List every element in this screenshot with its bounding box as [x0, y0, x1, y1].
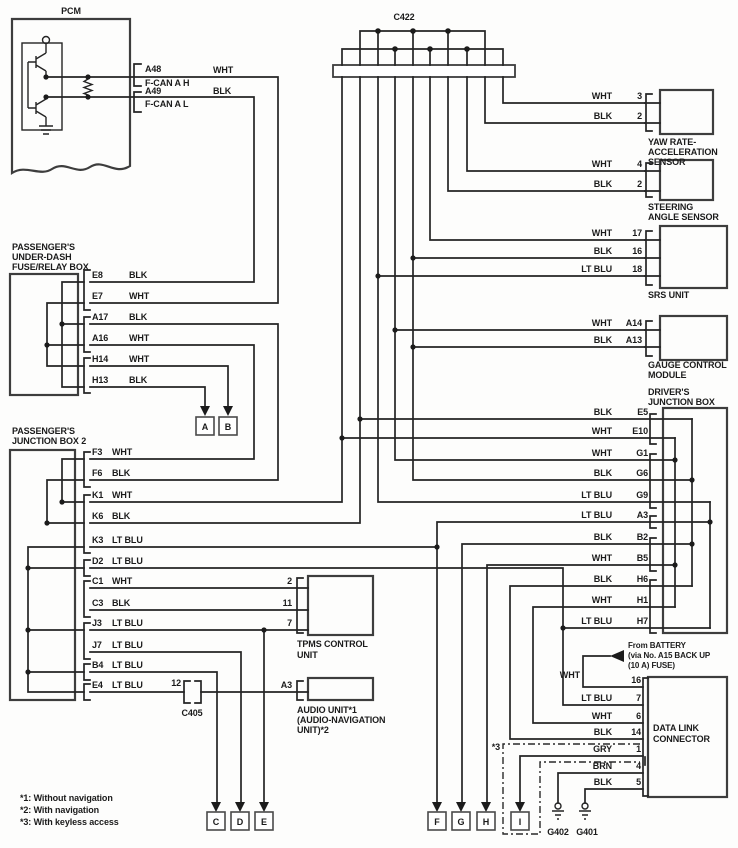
pin-label: E4 [92, 680, 103, 690]
yaw-title: ACCELERATION [648, 147, 718, 157]
gauge-title: MODULE [648, 370, 687, 380]
fuse-relay-box [10, 274, 78, 395]
pin-label: A3 [636, 510, 648, 520]
footnote-3: *3: With keyless access [20, 817, 119, 827]
pin-label: 18 [632, 264, 642, 274]
pin-label: E5 [637, 407, 648, 417]
pin-label: 5 [636, 777, 641, 787]
arrow-down-icon [223, 406, 233, 416]
pin-label: 2 [287, 576, 292, 586]
connector-d-label: D [236, 817, 244, 827]
pin-label: H13 [92, 375, 109, 385]
wire-color: GRY [593, 744, 612, 754]
wire-color: WHT [591, 228, 612, 238]
footnote-1: *1: Without navigation [20, 793, 113, 803]
connector-g-label: G [457, 817, 465, 827]
wire-color: BLK [129, 270, 148, 280]
arrow-down-icon [456, 802, 466, 812]
c405-pin: 12 [171, 678, 181, 688]
pin-label: 3 [637, 91, 642, 101]
pin-label: B5 [636, 553, 648, 563]
pin-label: C1 [92, 576, 104, 586]
wire-color: WHT [591, 711, 612, 721]
yaw-title: SENSOR [648, 157, 686, 167]
wire-color: BLK [112, 468, 131, 478]
audio-title: UNIT)*2 [297, 725, 329, 735]
pcm-pin-a49: A49 [145, 86, 162, 96]
wire-color: LT BLU [581, 693, 612, 703]
fuse-box-title: UNDER-DASH [12, 252, 72, 262]
pin-label: B4 [92, 660, 104, 670]
audio-title: (AUDIO-NAVIGATION [297, 715, 386, 725]
pin-label: H1 [636, 595, 648, 605]
wire-color: BLK [593, 335, 612, 345]
arrow-down-icon [515, 802, 525, 812]
pin-label: 16 [631, 675, 641, 685]
wire-color: BLK [112, 511, 131, 521]
wire-color: WHT [591, 553, 612, 563]
pin-label: 7 [636, 693, 641, 703]
wire-color: BRN [592, 761, 612, 771]
audio-title: AUDIO UNIT*1 [297, 705, 357, 715]
tpms-title: TPMS CONTROL [297, 639, 368, 649]
wire-color: WHT [591, 91, 612, 101]
wire-color: BLK [129, 375, 148, 385]
dlc-title: CONNECTOR [653, 734, 710, 744]
gauge-title: GAUGE CONTROL [648, 360, 727, 370]
wire-color: WHT [129, 291, 150, 301]
jb2-title: JUNCTION BOX 2 [12, 436, 87, 446]
battery-note: From BATTERY [628, 641, 686, 650]
wire-color: LT BLU [581, 490, 612, 500]
ground-g402-icon [552, 803, 564, 819]
wire-color: BLK [593, 777, 612, 787]
arrow-down-icon [200, 406, 210, 416]
ground-g401-icon [579, 803, 591, 819]
arrow-down-icon [211, 802, 221, 812]
pin-label: 2 [637, 179, 642, 189]
pcm-internal-circuit [28, 37, 92, 135]
connector-e-label: E [261, 817, 267, 827]
pin-label: H14 [92, 354, 109, 364]
wire-color: WHT [591, 159, 612, 169]
steering-title: STEERING [648, 202, 694, 212]
srs-unit-box [660, 226, 727, 288]
wire-color: BLK [213, 86, 232, 96]
pin-label: J7 [92, 640, 102, 650]
pin-label: F3 [92, 447, 103, 457]
wire-color: WHT [129, 354, 150, 364]
audio-unit-box [308, 678, 373, 700]
wire-color: WHT [591, 448, 612, 458]
wire-color: BLK [593, 574, 612, 584]
pin-brackets [84, 64, 656, 796]
wire-color: BLK [129, 312, 148, 322]
connector-a-label: A [201, 422, 209, 432]
pin-label: G1 [636, 448, 648, 458]
srs-title: SRS UNIT [648, 290, 690, 300]
pin-label: C3 [92, 598, 104, 608]
pcm-title: PCM [61, 6, 81, 16]
pin-label: D2 [92, 556, 104, 566]
fuse-box-title: FUSE/RELAY BOX [12, 262, 89, 272]
junction-box2-box [10, 450, 75, 700]
dlc-title: DATA LINK [653, 723, 699, 733]
pin-label: J3 [92, 618, 102, 628]
battery-note: (10 A) FUSE) [628, 661, 675, 670]
pin-label: 17 [632, 228, 642, 238]
pin-label: 4 [637, 159, 642, 169]
pin-label: A3 [280, 680, 292, 690]
arrow-down-icon [259, 802, 269, 812]
lettered-connectors [196, 417, 529, 830]
c422-connector-bar [333, 65, 515, 77]
wire-color: BLK [593, 246, 612, 256]
yaw-sensor-box [660, 90, 713, 134]
pcm-signal-fcan-l: F-CAN A L [145, 99, 189, 109]
djb-title: JUNCTION BOX [648, 397, 715, 407]
fuse-box-title: PASSENGER'S [12, 242, 75, 252]
pcm-pin-a48: A48 [145, 64, 162, 74]
wire-color: WHT [559, 670, 580, 680]
pin-label: B2 [636, 532, 648, 542]
wire-color: WHT [112, 576, 133, 586]
wire-fcan-l [46, 97, 254, 282]
pin-label: 6 [636, 711, 641, 721]
pin-label: 16 [632, 246, 642, 256]
ground-g402-label: G402 [547, 827, 569, 837]
wire-color: WHT [213, 65, 234, 75]
connector-i-label: I [518, 817, 522, 827]
tpms-box [308, 576, 373, 635]
pin-label: 1 [636, 744, 641, 754]
pcm-box [12, 19, 130, 173]
connector-f-label: F [434, 817, 440, 827]
pin-label: 4 [636, 761, 641, 771]
wire-color: LT BLU [581, 264, 612, 274]
pin-label: K1 [92, 490, 104, 500]
wire-color: BLK [112, 598, 131, 608]
pin-label: G9 [636, 490, 648, 500]
pin-label: K6 [92, 511, 104, 521]
wire-color: BLK [593, 179, 612, 189]
wire-color: LT BLU [112, 556, 143, 566]
wire-color: LT BLU [581, 616, 612, 626]
battery-feed-arrow-icon [610, 650, 624, 662]
wire-color: WHT [129, 333, 150, 343]
wire-color: BLK [593, 727, 612, 737]
wire-color: LT BLU [112, 618, 143, 628]
pin-label: E8 [92, 270, 103, 280]
arrow-down-icon [481, 802, 491, 812]
wire-color: WHT [591, 318, 612, 328]
wire-color: BLK [593, 468, 612, 478]
wire-color: WHT [591, 595, 612, 605]
pin-label: 11 [282, 598, 292, 608]
pin-label: E7 [92, 291, 103, 301]
pin-label: 2 [637, 111, 642, 121]
keyless-tag: *3 [491, 742, 500, 752]
tpms-title: UNIT [297, 650, 318, 660]
ground-g401-label: G401 [576, 827, 598, 837]
pin-label: A14 [625, 318, 642, 328]
pin-label: E10 [632, 426, 648, 436]
pcm-signal-fcan-h: F-CAN A H [145, 78, 190, 88]
pin-label: A17 [92, 312, 109, 322]
connector-c-label: C [212, 817, 220, 827]
wire-color: WHT [591, 426, 612, 436]
gauge-module-box [660, 316, 727, 360]
c405-label: C405 [181, 708, 203, 718]
steering-title: ANGLE SENSOR [648, 212, 719, 222]
wire-color: WHT [112, 447, 133, 457]
labels [12, 6, 727, 837]
wire-color: WHT [112, 490, 133, 500]
pin-label: 7 [287, 618, 292, 628]
arrow-down-icon [432, 802, 442, 812]
pin-label: F6 [92, 468, 103, 478]
connector-b-label: B [224, 422, 232, 432]
wire-color: LT BLU [112, 535, 143, 545]
pin-label: A13 [625, 335, 642, 345]
c422-label: C422 [393, 12, 415, 22]
pin-label: 14 [631, 727, 641, 737]
battery-note: (via No. A15 BACK UP [628, 651, 711, 660]
djb-title: DRIVER'S [648, 387, 690, 397]
pin-label: K3 [92, 535, 104, 545]
wire-color: BLK [593, 532, 612, 542]
connector-h-label: H [482, 817, 490, 827]
wire-color: BLK [593, 407, 612, 417]
pin-label: H7 [636, 616, 648, 626]
jb2-title: PASSENGER'S [12, 426, 75, 436]
yaw-title: YAW RATE- [648, 137, 697, 147]
wire-color: LT BLU [112, 640, 143, 650]
ground-symbols [552, 803, 591, 819]
wire-color: LT BLU [581, 510, 612, 520]
wire-color: LT BLU [112, 680, 143, 690]
drivers-junction-box [663, 408, 727, 633]
wire-color: BLK [593, 111, 612, 121]
pin-label: H6 [636, 574, 648, 584]
arrow-down-icon [235, 802, 245, 812]
pin-label: A16 [92, 333, 109, 343]
pin-label: G6 [636, 468, 648, 478]
wire-color: LT BLU [112, 660, 143, 670]
footnote-2: *2: With navigation [20, 805, 100, 815]
